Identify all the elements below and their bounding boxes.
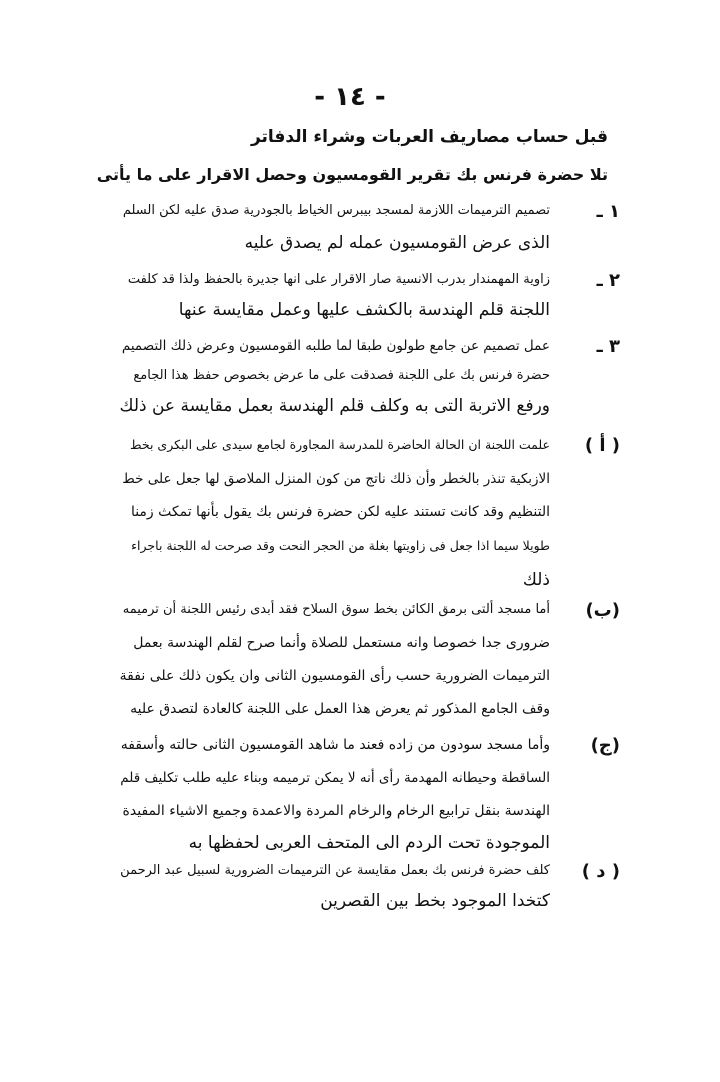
item-2-line-2: اللجنة قلم الهندسة بالكشف عليها وعمل مقايسة عنها [178,300,550,320]
item-c-line-3: الهندسة بنقل ترابيع الرخام والرخام المردة والاعمدة وجميع الاشياء المفيدة [122,803,550,819]
item-a-line-3: التنظيم وقد كانت تستند عليه لكن حضرة فرنس بك يقول بأنها تمكث زمنا [130,504,550,520]
item-3-line-3: ورفع الاتربة التى به وكلف قلم الهندسة بعمل مقايسة عن ذلك [120,396,550,416]
heading-line-2: تلا حضرة فرنس بك تقرير القومسيون وحصل الاقرار على ما يأتى [96,165,608,184]
item-a-line-5: ذلك [522,570,550,590]
item-2-marker: ٢ ـ [596,270,620,291]
item-1-line-2: الذى عرض القومسيون عمله لم يصدق عليه [244,233,550,253]
item-b-line-3: الترميمات الضرورية حسب رأى القومسيون الثانى وان يكون ذلك على نفقة [120,668,550,684]
item-a-line-4: طويلا سيما اذا جعل فى زاويتها بغلة من الحجر النحت وقد صرحت له اللجنة باجراء [131,538,550,553]
item-d-line-1: كلف حضرة فرنس بك بعمل مقايسة عن الترميمات الضرورية لسبيل عبد الرحمن [120,863,550,878]
item-b-line-2: ضرورى جدا خصوصا وانه مستعمل للصلاة وأنما صرح لقلم الهندسة بعمل [133,635,550,651]
item-c-line-2: الساقطة وحيطانه المهدمة رأى أنه لا يمكن ترميمه وبناء عليه طلب تكليف قلم [120,770,550,786]
item-c-line-1: وأما مسجد سودون من زاده فعند ما شاهد القومسيون الثانى حالته وأسقفه [120,737,550,753]
item-1-marker: ١ ـ [596,201,620,222]
item-b-marker: (ب) [585,600,620,621]
item-c-line-4: الموجودة تحت الردم الى المتحف العربى لحفظها به [188,833,550,853]
page-number: - ١٤ - [314,82,386,112]
item-a-line-2: الازبكية تنذر بالخطر وأن ذلك ناتج من كون المنزل الملاصق لها جعل على خط [122,471,550,487]
heading-line-1: قبل حساب مصاريف العربات وشراء الدفاتر [250,127,608,147]
item-1-line-1: تصميم الترميمات اللازمة لمسجد بيبرس الخياط بالجودرية صدق عليه لكن السلم [122,203,550,218]
item-b-line-4: وقف الجامع المذكور ثم يعرض هذا العمل على اللجنة كالعادة لتصدق عليه [130,701,550,717]
item-d-line-2: كتخدا الموجود بخط بين القصرين [320,891,550,911]
item-d-marker: ( د ) [581,861,620,882]
item-b-line-1: أما مسجد ألتى برمق الكائن بخط سوق السلاح فقد أبدى رئيس اللجنة أن ترميمه [122,602,550,617]
item-3-line-1: عمل تصميم عن جامع طولون طبقا لما طلبه القومسيون وعرض ذلك التصميم [121,338,550,354]
item-c-marker: (ج) [590,735,620,756]
item-2-line-1: زاوية المهمندار بدرب الانسية صار الاقرار على انها جديرة بالحفظ ولذا قد كلفت [127,272,550,287]
item-a-line-1: علمت اللجنة ان الحالة الحاضرة للمدرسة المجاورة لجامع سيدى على البكرى بخط [130,437,550,452]
item-3-line-2: حضرة فرنس بك على اللجنة فصدقت على ما عرض بخصوص حفظ هذا الجامع [133,368,550,383]
item-a-marker: ( أ ) [584,435,620,456]
item-3-marker: ٣ ـ [596,336,620,357]
